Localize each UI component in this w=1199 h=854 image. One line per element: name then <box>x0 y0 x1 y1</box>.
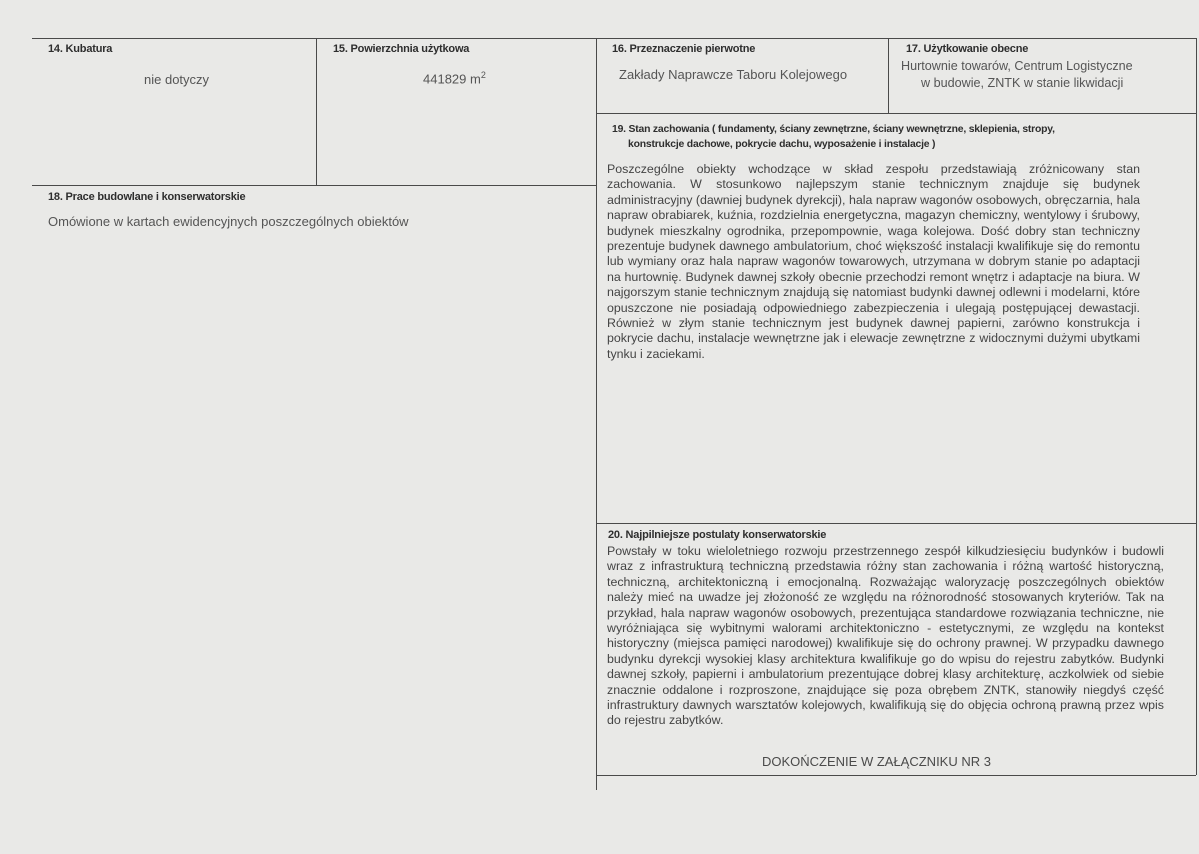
divider-left-right <box>596 38 597 790</box>
powierzchnia-unit-sup: 2 <box>480 70 486 80</box>
kubatura-label: 14. Kubatura <box>48 43 113 55</box>
postulaty-text: Powstały w toku wieloletniego rozwoju przestrzennego zespół kilkudziesięciu budynków i budowli wraz z infrastrukturą techniczną przedstawia różny stan zachowania i różną wartość historyczną, techniczną, architektoniczną i emocjonalną. Rozważając waloryzację poszczególnych obiektów należy mieć na uwadze jej złożoność ze względu na różnorodność stosowanych kryteriów. Tak na przykład, hala napraw wagonów osobowych, prezentująca standardowe rozwiązania techniczne, nie wyróżniająca się wybitnymi walorami architektoniczno - estetycznymi, ze względu na kontekst historyczny (miejsca pamięci narodowej) kwalifikuje się do ochrony prawnej. W przypadku dawnego budynku dyrekcji wysokiej klasy architektura kwalifikuje go do wpisu do rejestru zabytków. Budynki dawnej szkoły, papierni i ambulatorium prezentujące dobrej klasy architekturę, aczkolwiek od siebie znacznie oddalone i rozproszone, znajdujące się poza obrębem ZNTK, stanowiły niegdyś część infrastruktury dawnych warsztatów kolejowych, kwalifikują się do objęcia ochroną prawną przez wpis do rejestru zabytków. <box>607 544 1164 728</box>
row20-bottom <box>596 775 1196 776</box>
row18-top <box>32 185 596 186</box>
stan-label-line2: konstrukcje dachowe, pokrycie dachu, wyposażenie i instalacje ) <box>628 139 936 150</box>
uzytkowanie-value-line2: w budowie, ZNTK w stanie likwidacji <box>921 76 1124 90</box>
kubatura-value: nie dotyczy <box>144 72 210 87</box>
powierzchnia-value <box>423 70 486 86</box>
right-border <box>1196 38 1197 775</box>
powierzchnia-number: 441829 m <box>423 71 481 87</box>
stan-label-line1: 19. Stan zachowania ( fundamenty, ściany zewnętrzne, ściany wewnętrzne, sklepienia, stropy, <box>612 124 1055 135</box>
uzytkowanie-value-line1: Hurtownie towarów, Centrum Logistyczne <box>901 59 1133 73</box>
postulaty-ending: DOKOŃCZENIE W ZAŁĄCZNIKU NR 3 <box>762 754 991 769</box>
divider-16-17 <box>888 38 889 113</box>
uzytkowanie-label: 17. Użytkowanie obecne <box>906 43 1029 55</box>
row1-bottom-right <box>596 113 1196 114</box>
postulaty-label: 20. Najpilniejsze postulaty konserwatorskie <box>608 529 827 541</box>
divider-14-15 <box>316 38 317 185</box>
przeznaczenie-label: 16. Przeznaczenie pierwotne <box>612 43 756 55</box>
prace-label: 18. Prace budowlane i konserwatorskie <box>48 191 246 203</box>
powierzchnia-label: 15. Powierzchnia użytkowa <box>333 43 470 55</box>
prace-value: Omówione w kartach ewidencyjnych poszczególnych obiektów <box>48 214 409 229</box>
stan-text: Poszczególne obiekty wchodzące w skład zespołu przedstawiają zróżnicowany stan zachowania. W stosunkowo najlepszym stanie technicznym znajduje się budynek administracyjny (dawniej budynek dyrekcji), hala napraw wagonów osobowych, obręczarnia, hala napraw obrabiarek, kuźnia, rozdzielnia energetyczna, magazyn chemiczny, wentylowy i śrubowy, budynek mieszkalny ogrodnika, przepompownie, waga kolejowa. Dość dobry stan techniczny prezentuje budynek dawnego ambulatorium, choć większość instalacji kwalifikuje się do remontu lub wymiany oraz hala napraw wagonów towarowych, utrzymana w dobrym stanie po adaptacji na hurtownię. Budynek dawnej szkoły obecnie przechodzi remont wnętrz i adaptacje na biura. W najgorszym stanie technicznym znajdują się natomiast budynki dawnej odlewni i modelarni, które opuszczone nie posiadają odpowiedniego zabezpieczenia i ulegają postępującej dewastacji. Również w złym stanie technicznym jest budynek dawnej papierni, zarówno konstrukcja i pokrycie dachu, instalacje wewnętrzne jak i elewacje zewnętrzne z widocznymi dużymi ubytkami tynku i zaciekami. <box>607 162 1140 361</box>
row20-top <box>596 523 1196 524</box>
przeznaczenie-value: Zakłady Naprawcze Taboru Kolejowego <box>619 67 848 82</box>
top-border <box>32 38 1196 39</box>
